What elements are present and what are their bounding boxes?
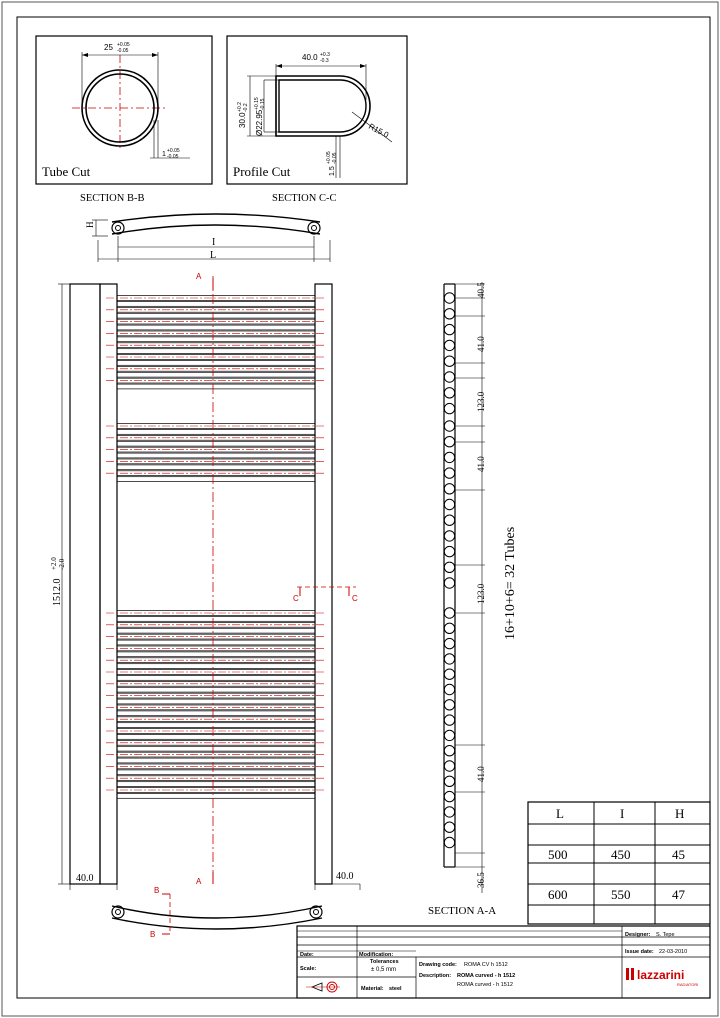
front-view-cut-a-top: A	[196, 272, 202, 281]
section-aa-tubes	[444, 293, 454, 848]
size-table-cell: 500	[548, 847, 568, 862]
section-aa-tube	[444, 546, 454, 556]
svg-text:lazzarini: lazzarini	[637, 968, 685, 982]
section-aa-tube	[444, 669, 454, 679]
section-cc-title: SECTION C-C	[272, 193, 337, 204]
section-cc-dim-width-tol-plus: +0.3	[320, 52, 330, 58]
section-aa-tube	[444, 761, 454, 771]
scale-label: Scale:	[300, 966, 317, 972]
section-cc-dim-width: 40.0	[302, 53, 318, 62]
section-aa-tube	[444, 578, 454, 588]
size-table-cell: 45	[672, 847, 685, 862]
section-aa-dim-2: 41.0	[476, 336, 486, 352]
description-line-1: ROMA curved - h 1512	[457, 973, 516, 979]
front-view-cut-a-bottom: A	[196, 877, 202, 886]
front-view-height-tol-minus: -2.0	[58, 558, 66, 570]
section-aa-dim-4: 41.0	[476, 456, 486, 472]
section-aa-tube	[444, 356, 454, 366]
material-label: Material:	[361, 986, 384, 992]
front-view-left-width: 40.0	[76, 873, 94, 884]
section-aa-tube	[444, 822, 454, 832]
bottom-view-cut-b-bottom: B	[150, 930, 156, 939]
section-aa-tube	[444, 608, 454, 618]
front-tube	[117, 758, 315, 763]
section-bb-dim-wall-tol-minus: -0.05	[167, 154, 179, 160]
issue-date-value: 22-03-2010	[659, 949, 688, 955]
front-tube	[117, 735, 315, 740]
front-view-height-tol-plus: +2.0	[50, 557, 58, 570]
section-aa-tube	[444, 746, 454, 756]
section-bb-view	[36, 36, 212, 184]
section-aa-tube	[444, 807, 454, 817]
top-view-dim-l: L	[210, 250, 217, 261]
section-aa-tube	[444, 700, 454, 710]
front-tube	[117, 372, 315, 377]
front-tube	[117, 325, 315, 330]
front-tube	[117, 794, 315, 799]
front-tube	[117, 687, 315, 692]
description-line-2: ROMA curved - h 1512	[457, 982, 513, 988]
section-aa-tubes-note: 16+10+6= 32 Tubes	[503, 526, 518, 640]
section-aa-dim-7: 36.5	[476, 872, 486, 888]
section-bb-dim-wall: 1	[162, 151, 166, 158]
section-cc-dim-height: 30.0	[238, 112, 247, 128]
section-aa-tube	[444, 340, 454, 350]
section-aa-title: SECTION A-A	[428, 905, 497, 917]
front-view-cut-c-right: C	[352, 594, 358, 603]
tolerances-label: Tolerances	[370, 959, 399, 965]
section-aa-tube	[444, 309, 454, 319]
front-tube	[117, 782, 315, 787]
section-bb-dim-top-tol-minus: -0.05	[117, 48, 129, 54]
section-aa-dim-5: 123.0	[476, 583, 486, 604]
lazzarini-logo	[626, 968, 698, 987]
svg-text:RADIATORI: RADIATORI	[677, 982, 699, 987]
front-view-tubes	[106, 296, 326, 799]
date-label: Date:	[300, 952, 314, 958]
front-tube	[117, 652, 315, 657]
designer-label: Designer:	[625, 932, 651, 938]
section-aa-tube	[444, 837, 454, 847]
front-tube	[117, 430, 315, 435]
section-aa-tube	[444, 293, 454, 303]
section-bb-caption: Tube Cut	[42, 164, 91, 179]
section-aa-tube	[444, 776, 454, 786]
front-view-cut-c-left: C	[293, 594, 299, 603]
section-aa-tube	[444, 452, 454, 462]
bottom-view	[112, 894, 322, 934]
front-tube	[117, 711, 315, 716]
section-aa-tube	[444, 499, 454, 509]
designer-value: S. Tepe	[656, 932, 675, 938]
front-tube	[117, 441, 315, 446]
front-tube	[117, 302, 315, 307]
section-aa-tube	[444, 468, 454, 478]
front-tube	[117, 664, 315, 669]
section-aa-tube	[444, 421, 454, 431]
front-tube	[117, 453, 315, 458]
section-cc-dim-inner: Ø22.95	[255, 109, 264, 136]
size-table-header-i: I	[620, 806, 625, 821]
front-tube	[117, 384, 315, 389]
front-tube	[117, 337, 315, 342]
front-view	[58, 276, 360, 890]
description-label: Description:	[419, 973, 452, 979]
section-aa-dim-3: 123.0	[476, 391, 486, 412]
front-tube	[117, 617, 315, 622]
section-aa-tube	[444, 791, 454, 801]
section-aa-tube	[444, 484, 454, 494]
section-cc-dim-height-tol-minus: -0.2	[243, 103, 249, 112]
section-aa-tube	[444, 562, 454, 572]
section-cc-dim-radius: R15.0	[367, 121, 391, 140]
section-cc-dim-height-tol-plus: +0.2	[237, 102, 243, 112]
section-aa-tube	[444, 684, 454, 694]
issue-date-label: Issue date:	[625, 949, 654, 955]
drawing-code-label: Drawing code:	[419, 962, 457, 968]
modification-label: Modification:	[359, 952, 394, 958]
front-tube	[117, 477, 315, 482]
front-tube	[117, 349, 315, 354]
front-tube	[117, 723, 315, 728]
size-table-cell: 600	[548, 887, 568, 902]
section-cc-dim-inner-tol-minus: -0.15	[260, 98, 266, 110]
section-cc-dim-wall: 1.5	[329, 166, 336, 176]
section-aa-tube	[444, 654, 454, 664]
material-value: steel	[389, 986, 402, 992]
section-bb-dim-top: 25	[104, 43, 113, 52]
outer-frame	[2, 2, 718, 1016]
tolerance-value: ± 0,5 mm	[371, 967, 396, 973]
section-aa-tube	[444, 324, 454, 334]
front-tube	[117, 465, 315, 470]
section-cc-dim-inner-tol-plus: +0.15	[254, 97, 260, 110]
front-view-right-width: 40.0	[336, 871, 354, 882]
section-bb-title: SECTION B-B	[80, 193, 145, 204]
size-table-header-h: H	[675, 806, 685, 821]
section-aa-tube	[444, 531, 454, 541]
section-aa-tube	[444, 715, 454, 725]
top-view-dim-i: I	[212, 237, 216, 248]
size-table-cell: 47	[672, 887, 685, 902]
front-tube	[117, 361, 315, 366]
front-tube	[117, 676, 315, 681]
section-aa-tube	[444, 623, 454, 633]
front-tube	[117, 628, 315, 633]
drawing-code-value: ROMA CV h 1512	[464, 962, 508, 968]
section-cc-dim-wall-tol-minus: -0.05	[332, 152, 338, 164]
front-tube	[117, 640, 315, 645]
section-bb-dim-wall-tol-plus: +0.05	[167, 148, 180, 154]
top-view-dim-h: H	[85, 221, 95, 228]
section-aa-tube	[444, 515, 454, 525]
front-tube	[117, 746, 315, 751]
size-table-header-l: L	[556, 806, 564, 821]
section-aa-tube	[444, 372, 454, 382]
inner-frame	[17, 17, 710, 998]
section-aa-tube	[444, 730, 454, 740]
front-tube	[117, 770, 315, 775]
section-aa-dim-1: 40.5	[476, 282, 486, 298]
section-aa-dim-6: 41.0	[476, 766, 486, 782]
size-table-cell: 450	[611, 847, 631, 862]
section-aa-tube	[444, 403, 454, 413]
section-bb-dim-top-tol-plus: +0.05	[117, 42, 130, 48]
section-cc-dim-width-tol-minus: -0.3	[320, 58, 329, 64]
front-tube	[117, 699, 315, 704]
projection-symbol	[306, 982, 340, 992]
bottom-view-cut-b-top: B	[154, 886, 160, 895]
front-view-height: 1512.0	[52, 578, 63, 606]
section-aa-tube	[444, 388, 454, 398]
size-table-cell: 550	[611, 887, 631, 902]
section-aa-tube	[444, 638, 454, 648]
section-cc-dim-wall-tol-plus: +0.05	[326, 151, 332, 164]
section-aa-tube	[444, 437, 454, 447]
section-cc-caption: Profile Cut	[233, 164, 291, 179]
front-tube	[117, 313, 315, 318]
